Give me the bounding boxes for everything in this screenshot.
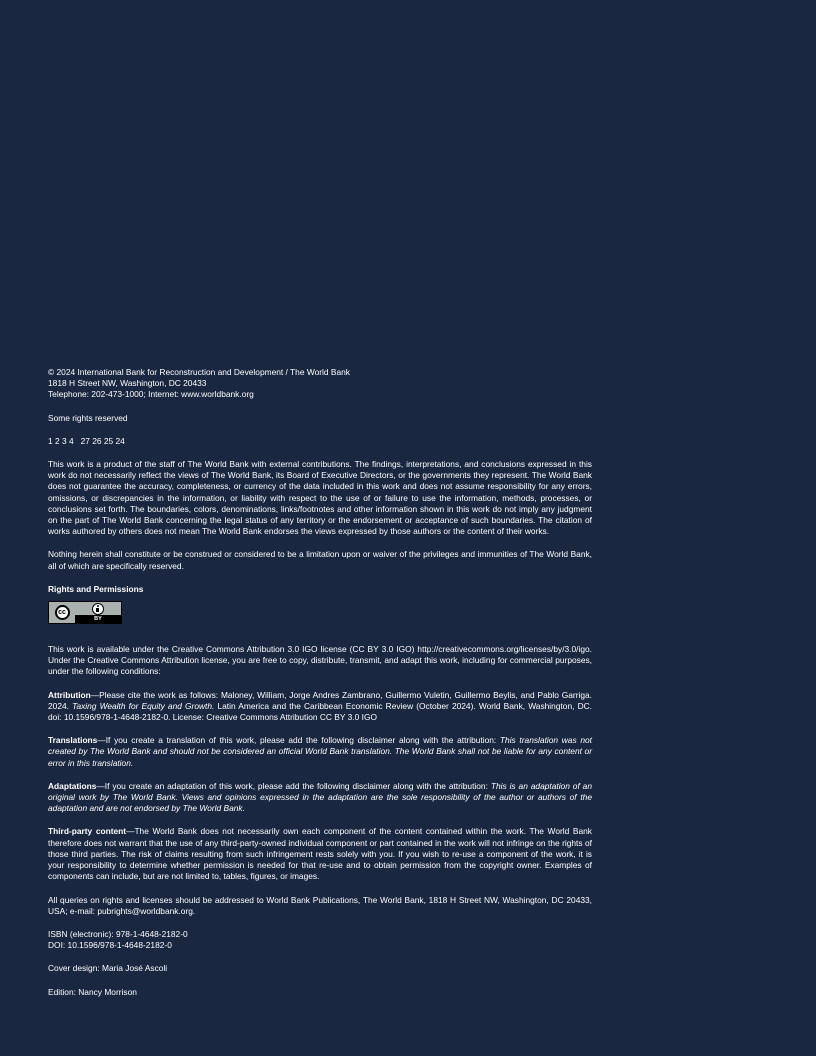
translations-label: Translations [48, 735, 98, 746]
cover-design-credit: Cover design: Maria José Ascoli [48, 963, 168, 974]
attribution-label: Attribution [48, 689, 91, 700]
translations-disclaimer: This translation was not created by The World Bank and should not be considered an official World Bank translation. The World Bank shall not be liable for any content or error in this translation. [48, 735, 592, 768]
translations-text: —If you create a translation of this work, please add the following disclaimer along with the attribution: [97, 735, 500, 746]
cc-icon: cc [55, 605, 70, 620]
attribution-person-icon [92, 603, 104, 615]
rights-heading: Rights and Permissions [48, 583, 144, 594]
publisher-contact: Telephone: 202-473-1000; Internet: www.worldbank.org [48, 389, 254, 400]
third-party-paragraph [48, 826, 592, 882]
cc-by-label: BY [75, 615, 121, 623]
adaptations-paragraph [48, 781, 592, 815]
publisher-address: 1818 H Street NW, Washington, DC 20433 [48, 378, 207, 389]
disclaimer-paragraph: This work is a product of the staff of The World Bank with external contributions. The findings, interpretations, and conclusions expressed in this work do not necessarily reflect the views of The World Bank, its Board of Executive Directors, or the governments they represent. The World Bank does not guarantee the accuracy, completeness, or currency of the data included in this work and does not assume responsibility for any errors, omissions, or discrepancies in the information, or liability with respect to the use of or failure to use the information, methods, processes, or conclusions set forth. The boundaries, colors, denominations, links/footnotes and other information shown in this work do not imply any judgment on the part of The World Bank concerning the legal status of any territory or the endorsement or acceptance of such boundaries. The citation of works authored by others does not mean The World Bank endorses the views expressed by those authors or the content of their works. [48, 459, 592, 537]
adaptations-text: —If you create an adaptation of this work, please add the following disclaimer along with the attribution: [96, 780, 491, 791]
copyright-line: © 2024 International Bank for Reconstruction and Development / The World Bank [48, 367, 350, 377]
isbn: ISBN (electronic): 978-1-4648-2182-0 [48, 928, 188, 939]
adaptations-disclaimer: This is an adaptation of an original work by The World Bank. Views and opinions expressed in the adaptation are the sole responsibility of the author or authors of the adaptation and are not endorsed by The World Bank. [48, 780, 592, 814]
attribution-paragraph [48, 690, 592, 724]
queries-paragraph: All queries on rights and licenses should be addressed to World Bank Publications, The World Bank, 1818 H Street NW, Washington, DC 20433, USA; e-mail: pubrights@worldbank.org. [48, 894, 592, 916]
attribution-title: Taxing Wealth for Equity and Growth. [72, 700, 215, 711]
publisher-block [48, 367, 592, 401]
copyright-page [48, 367, 592, 998]
attribution-text-after: Latin America and the Caribbean Economic Review (October 2024). World Bank, Washington, DC. doi: 10.1596/978-1-4648-2182-0. License: Creative Commons Attribution CC BY 3.0 IGO [48, 700, 592, 723]
doi: DOI: 10.1596/978-1-4648-2182-0 [48, 940, 172, 951]
license-paragraph: This work is available under the Creative Commons Attribution 3.0 IGO license (CC BY 3.0 IGO) http://creativecommons.org/licenses/by/3.0/igo. Under the Creative Commons Attribution license, you are free to copy, distribute, transmit, and adapt this work, including for commercial purposes, under the following conditions: [48, 644, 592, 677]
third-party-text: —The World Bank does not necessarily own each component of the content contained within the work. The World Bank therefore does not warrant that the use of any third-party-owned individual component or part contained in the work will not infringe on the rights of those third parties. The risk of claims resulting from such infringement rests solely with you. If you wish to re-use a component of the work, it is your responsibility to determine whether permission is needed for that re-use and to obtain permission from the copyright owner. Examples of components can include, but are not limited to, tables, figures, or images. [48, 826, 592, 882]
edition-credit: Edition: Nancy Morrison [48, 986, 137, 997]
immunities-paragraph: Nothing herein shall constitute or be construed or considered to be a limitation upon or waiver of the privileges and immunities of The World Bank, all of which are specifically reserved. [48, 549, 592, 571]
rights-reserved: Some rights reserved [48, 412, 128, 423]
adaptations-label: Adaptations [48, 780, 97, 791]
third-party-label: Third-party content [48, 826, 127, 837]
attribution-text-before: —Please cite the work as follows: Maloney, William, Jorge Andres Zambrano, Guillermo Vuletin, Guillermo Beylis, and Pablo Garriga. 2024. [48, 689, 592, 711]
translations-paragraph [48, 735, 592, 769]
printing-line: 1 2 3 4 27 26 25 24 [48, 435, 125, 446]
cc-by-license-badge [48, 601, 122, 624]
